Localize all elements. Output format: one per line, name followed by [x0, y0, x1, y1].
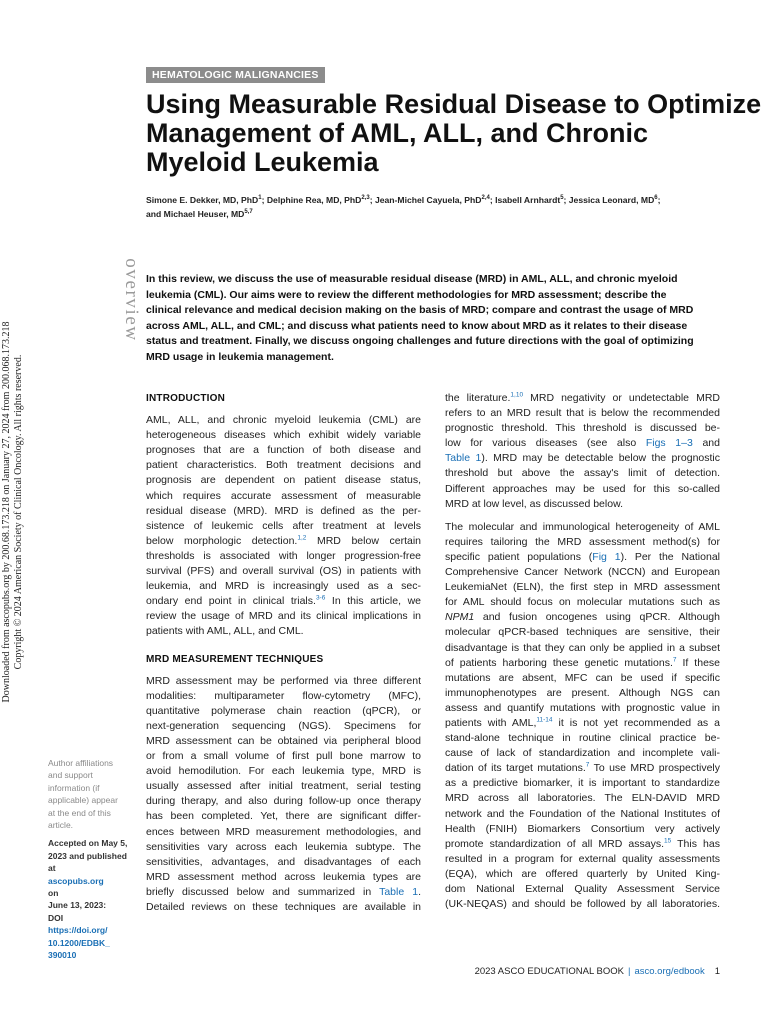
author-line	[146, 193, 721, 207]
author-separator: ;	[657, 195, 661, 205]
sidebar-line	[48, 912, 132, 937]
text-line: heterogeneous diseases which exhibit widely variable	[146, 429, 421, 442]
text-line: assess and quantify mutations with prognostic value in	[445, 701, 720, 714]
left-column	[146, 391, 421, 915]
text-line: avoid hemodilution. For each leukemia type, MRD is	[146, 765, 421, 778]
figs-link[interactable]: Figs 1–3	[645, 437, 693, 450]
doi-link[interactable]: 390010	[48, 950, 77, 961]
text-line: Health (FNIH) Biomarkers Consortium very actively	[445, 822, 720, 835]
author-list	[146, 193, 721, 221]
affiliation-sup: 2,4	[481, 195, 490, 202]
overview-label: overview	[121, 258, 142, 342]
text-line: (EQA), which are offered quarterly by United King-	[445, 867, 720, 880]
text-line: refers to an MRD result that is below the recommended	[445, 407, 720, 420]
citation-ref[interactable]: 1,2	[297, 534, 307, 542]
text-line: has been completed. Yet, there are significant differ-	[146, 810, 421, 823]
text-line	[445, 656, 720, 671]
text-run: briefly discussed below and summarized in	[146, 885, 380, 898]
text-line	[146, 594, 421, 609]
watermark-line: Copyright © 2024 American Society of Clinical Oncology. All rights reserved.	[13, 354, 24, 670]
text-line: during therapy, and also during follow-up once therapy	[146, 795, 421, 808]
affiliation-sup: 6	[654, 195, 658, 202]
text-line: MRD across all laboratories. The ELN-DAVID MRD	[445, 792, 720, 805]
sidebar-line	[48, 862, 132, 899]
title-line: Using Measurable Residual Disease to Optimize	[146, 89, 762, 119]
text-run: ). Per the National	[620, 550, 720, 563]
section-heading-introduction: INTRODUCTION	[146, 393, 226, 404]
text-line: stand-alone technique in routine clinical practice be-	[445, 732, 720, 745]
affiliation-sup: 2,3	[361, 195, 370, 202]
sidebar-line: June 13, 2023:	[48, 900, 107, 911]
sidebar-line: applicable) appear	[48, 795, 118, 806]
title-line: Management of AML, ALL, and Chronic	[146, 118, 648, 148]
watermark-line: Downloaded from ascopubs.org by 200.68.173.218 on January 27, 2024 from 200.068.173.218	[1, 321, 12, 703]
author-name: ; Isabell Arnhardt	[489, 195, 561, 205]
text-line: resulted in a program for external quality assessments	[445, 852, 720, 865]
text-run: dation of its target mutations.	[445, 762, 586, 775]
text-line	[445, 436, 720, 451]
text-line: for AML should focus on molecular mutations such as	[445, 596, 720, 609]
ascopubs-link[interactable]: ascopubs.org	[48, 875, 104, 886]
title-line: Myeloid Leukemia	[146, 147, 379, 177]
text-line: patients with AML, ALL, and CML.	[146, 625, 304, 638]
text-run: on	[48, 888, 59, 899]
sidebar-line: information (if	[48, 782, 100, 793]
text-line: immunophenotypes are present. Although NGS can	[445, 686, 720, 699]
download-watermark	[1, 322, 25, 703]
text-line: which requires accurate assessment of measurable	[146, 489, 421, 502]
text-run: ondary end point in clinical trials.	[146, 595, 316, 608]
text-line: ences between MRD measurement methodologies, and	[146, 825, 421, 838]
text-line	[146, 885, 421, 900]
text-line: review the usage of MRD and its clinical implications in	[146, 610, 421, 623]
author-name: ; Jessica Leonard, MD	[563, 195, 655, 205]
text-line: sistence of leukemic cells after treatment at levels	[146, 519, 421, 532]
page-number: 1	[714, 966, 720, 977]
abstract-line: status and treatment. Finally, we discuss ongoing challenges and future directions with the goal of optimizing	[146, 335, 694, 348]
sidebar-line: article.	[48, 820, 74, 831]
text-line: prognosis are dependent on patient disease status,	[146, 474, 421, 487]
text-run: and	[692, 437, 720, 450]
text-line: Different approaches may be used for this so-called	[445, 482, 720, 495]
text-line: Comprehensive Cancer Network (NCCN) and European	[445, 566, 720, 579]
text-run: it is not yet recommended as a	[552, 716, 720, 729]
text-line: patient characteristics. Both treatment decisions and	[146, 459, 421, 472]
section-tag: HEMATOLOGIC MALIGNANCIES	[146, 67, 325, 83]
text-line: LeukemiaNet (ELN), the first step in MRD assessment	[445, 581, 720, 594]
citation-ref[interactable]: 11-14	[536, 716, 553, 724]
section-heading-mrd-techniques: MRD MEASUREMENT TECHNIQUES	[146, 653, 324, 665]
text-line	[445, 837, 720, 852]
spacer	[445, 512, 720, 520]
text-run: .	[418, 885, 421, 898]
sidebar-line: and support	[48, 770, 93, 781]
text-line: leukemia, and MRD is increasingly used as a sec-	[146, 580, 421, 593]
text-line: MRD assessment method across leukemia types are	[146, 870, 421, 883]
text-line	[445, 391, 720, 406]
text-run: at	[48, 863, 56, 874]
abstract-line: across AML, ALL, and CML; and discuss what patients need to know about MRD as it relates to their disease	[146, 319, 688, 332]
sidebar-line: Accepted on May 5,	[48, 838, 128, 849]
author-name: ; Delphine Rea, MD, PhD	[261, 195, 362, 205]
sidebar-line: Author affiliations	[48, 758, 114, 768]
right-column	[445, 391, 720, 912]
gene-name: NPM1	[445, 611, 475, 624]
footer-book-title: 2023 ASCO EDUCATIONAL BOOK	[474, 966, 624, 977]
text-run: In this article, we	[325, 595, 421, 608]
citation-ref[interactable]: 1,10	[510, 391, 524, 399]
table-1-link[interactable]: Table 1	[445, 452, 482, 465]
text-run: DOI	[48, 912, 64, 923]
footer-site-link[interactable]: asco.org/edbook	[634, 966, 705, 977]
affiliation-sup: 5	[560, 195, 564, 202]
text-line: mutations are absent, MFC can be used if specific	[445, 671, 720, 684]
text-run: ). MRD may be detectable below the prognostic	[481, 452, 720, 465]
text-line: cause of lack of standardization and incomplete vali-	[445, 747, 720, 760]
text-line: thresholds is associated with longer progression-free	[146, 549, 421, 562]
text-line: Detailed reviews on these techniques are available in	[146, 901, 421, 913]
footer-separator: |	[627, 966, 631, 977]
affiliation-sup: 1	[258, 195, 262, 202]
text-line: sensitivities vary across each leukemia subtype. The	[146, 840, 421, 853]
text-run: of patients harboring these genetic mutations.	[445, 656, 673, 669]
citation-ref[interactable]: 7	[672, 656, 677, 664]
author-name: ; Jean-Michel Cayuela, PhD	[369, 195, 482, 205]
text-line	[445, 451, 720, 466]
text-line: threshold but above the assay's limit of detection.	[445, 467, 720, 480]
text-line: disadvantage is that they can only be applied in a subset	[445, 641, 720, 654]
author-name: Simone E. Dekker, MD, PhD	[146, 195, 259, 205]
text-line: sensitivities, advantages, and disadvantages of each	[146, 855, 421, 868]
text-line: prognoses that are a function of both disease and	[146, 444, 421, 457]
text-line: survival (PFS) and overall survival (OS) in patients with	[146, 565, 421, 578]
text-line: requires tailoring the MRD assessment method(s) for	[445, 535, 720, 548]
text-line: MRD assessment may be performed via three different	[146, 674, 421, 687]
text-line: The molecular and immunological heterogeneity of AML	[445, 520, 720, 533]
text-run: the literature.	[445, 392, 511, 404]
text-run: This has	[671, 837, 720, 850]
text-line: as a predictive biomarker, it is important to standardize	[445, 777, 720, 790]
text-line	[445, 550, 720, 565]
text-line: dom National External Quality Assessment Service	[445, 883, 720, 895]
text-line: MRD assessment can be obtained via peripheral blood	[146, 734, 421, 747]
fig-1-link[interactable]: Fig 1	[592, 550, 621, 563]
text-line: prognostic threshold. This threshold is discussed be-	[445, 422, 720, 435]
text-line: AML, ALL, and chronic myeloid leukemia (CML) are	[146, 414, 421, 427]
spacer	[146, 640, 421, 652]
sidebar-line: at the end of this	[48, 807, 111, 818]
author-name: and Michael Heuser, MD	[146, 209, 245, 219]
article-title	[146, 89, 762, 177]
affiliation-sup: 5,7	[244, 209, 253, 216]
author-line	[146, 207, 721, 221]
text-run: MRD below certain	[306, 534, 421, 547]
doi-link[interactable]: https://doi.org/	[48, 925, 108, 936]
text-line: network and the Foundation of the National Institutes of	[445, 807, 720, 820]
text-run: MRD negativity or undetectable MRD	[523, 392, 720, 404]
text-line: residual disease (MRD). MRD is defined as the per-	[146, 504, 421, 517]
text-run: specific patient populations (	[445, 550, 593, 563]
text-run: If these	[676, 656, 720, 669]
text-run: below morphologic detection.	[146, 534, 298, 547]
article-sidebar	[48, 757, 132, 962]
text-run: To use MRD prospectively	[589, 762, 720, 775]
abstract-line: In this review, we discuss the use of measurable residual disease (MRD) in AML, ALL, and chronic myeloid	[146, 273, 678, 285]
text-run: patients with AML,	[445, 716, 537, 729]
text-line	[445, 761, 720, 776]
text-line	[445, 610, 720, 625]
text-line: or from a small volume of first pull bone marrow to	[146, 750, 421, 763]
abstract-line: clinical relevance and medical decision making on the basis of MRD; compare and contrast the usage of MRD	[146, 304, 694, 317]
citation-ref[interactable]: 7	[585, 761, 590, 769]
abstract	[146, 272, 721, 366]
spacer	[146, 667, 421, 674]
text-line	[146, 534, 421, 549]
text-line: modalities: multiparameter flow-cytometry (MFC),	[146, 689, 421, 702]
sidebar-line: 2023 and published	[48, 850, 127, 861]
text-line	[445, 716, 720, 731]
citation-ref[interactable]: 15	[663, 837, 672, 845]
text-run: and fusion oncogenes using qPCR. Although	[474, 611, 720, 624]
text-line: MRD at low level, as discussed below.	[445, 497, 623, 510]
spacer	[146, 406, 421, 413]
citation-ref[interactable]: 3-6	[315, 594, 326, 602]
text-run: low for various diseases (see also	[445, 437, 646, 450]
text-line: quantitative polymerase chain reaction (qPCR), or	[146, 704, 421, 717]
page-footer	[475, 966, 720, 977]
text-line: usually assessed after initial treatment, serial testing	[146, 780, 421, 793]
text-line: molecular qPCR-based techniques are sensitive, their	[445, 626, 720, 639]
text-run: promote standardization of all MRD assays.	[445, 837, 664, 850]
doi-link[interactable]: 10.1200/EDBK_	[48, 937, 110, 948]
text-line: next-generation sequencing (NGS). Specimens for	[146, 719, 421, 732]
text-line: (UK-NEQAS) and should be followed by all laboratories.	[445, 898, 720, 911]
abstract-line: MRD usage in leukemia management.	[146, 350, 334, 363]
abstract-line: leukemia (CML). Our aims were to review the different methodologies for MRD assessment; describe the	[146, 288, 667, 301]
table-1-link[interactable]: Table 1	[379, 885, 419, 898]
